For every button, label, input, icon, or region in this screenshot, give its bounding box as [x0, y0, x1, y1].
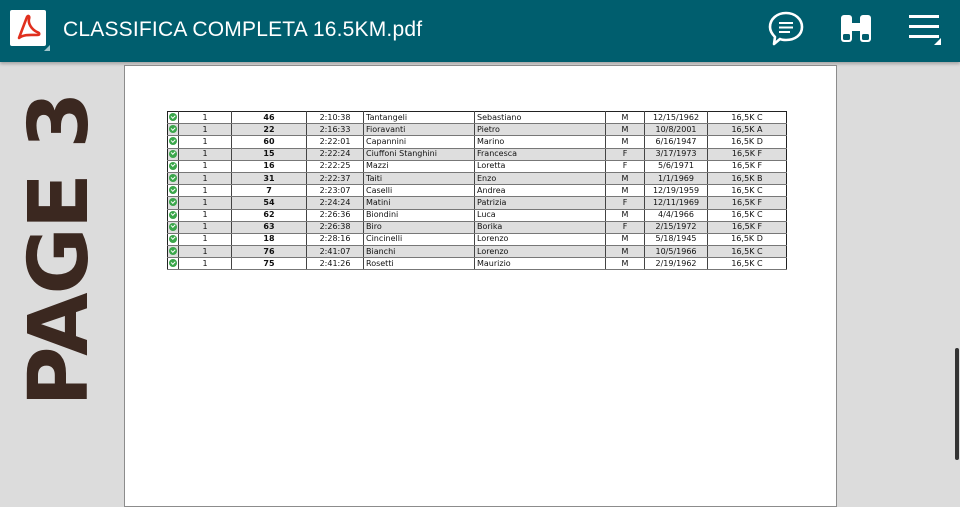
- pdf-page[interactable]: [124, 65, 837, 507]
- category-cell: 16,5K B: [708, 172, 787, 184]
- row-status-cell: [168, 172, 179, 184]
- category-cell: 16,5K C: [708, 209, 787, 221]
- bib-number-cell: 63: [232, 221, 307, 233]
- category-cell: 16,5K F: [708, 197, 787, 209]
- sex-cell: F: [606, 160, 645, 172]
- position-cell: 1: [179, 172, 232, 184]
- last-name-cell: Capannini: [364, 136, 475, 148]
- first-name-cell: Lorenzo: [475, 233, 606, 245]
- first-name-cell: Loretta: [475, 160, 606, 172]
- first-name-cell: Pietro: [475, 124, 606, 136]
- sex-cell: F: [606, 197, 645, 209]
- table-row: [168, 258, 787, 270]
- table-row: [168, 160, 787, 172]
- bib-number-cell: 31: [232, 172, 307, 184]
- birth-date-cell: 10/5/1966: [645, 246, 708, 258]
- last-name-cell: Fioravanti: [364, 124, 475, 136]
- check-circle-icon: [169, 162, 177, 170]
- bib-number-cell: 46: [232, 112, 307, 124]
- category-cell: 16,5K C: [708, 185, 787, 197]
- last-name-cell: Biro: [364, 221, 475, 233]
- sex-cell: M: [606, 246, 645, 258]
- finish-time-cell: 2:22:01: [307, 136, 364, 148]
- birth-date-cell: 2/15/1972: [645, 221, 708, 233]
- category-cell: 16,5K F: [708, 160, 787, 172]
- first-name-cell: Borika: [475, 221, 606, 233]
- first-name-cell: Sebastiano: [475, 112, 606, 124]
- row-status-cell: [168, 197, 179, 209]
- bib-number-cell: 7: [232, 185, 307, 197]
- finish-time-cell: 2:22:37: [307, 172, 364, 184]
- position-cell: 1: [179, 160, 232, 172]
- bib-number-cell: 18: [232, 233, 307, 245]
- row-status-cell: [168, 221, 179, 233]
- menu-indicator: [934, 38, 941, 45]
- check-circle-icon: [169, 198, 177, 206]
- position-cell: 1: [179, 112, 232, 124]
- finish-time-cell: 2:16:33: [307, 124, 364, 136]
- last-name-cell: Caselli: [364, 185, 475, 197]
- table-row: [168, 221, 787, 233]
- table-row: [168, 233, 787, 245]
- finish-time-cell: 2:41:07: [307, 246, 364, 258]
- check-circle-icon: [169, 223, 177, 231]
- finish-time-cell: 2:23:07: [307, 185, 364, 197]
- category-cell: 16,5K C: [708, 258, 787, 270]
- results-table: [167, 111, 787, 270]
- sex-cell: M: [606, 258, 645, 270]
- category-cell: 16,5K D: [708, 136, 787, 148]
- check-circle-icon: [169, 186, 177, 194]
- sex-cell: M: [606, 112, 645, 124]
- row-status-cell: [168, 124, 179, 136]
- last-name-cell: Taiti: [364, 172, 475, 184]
- last-name-cell: Biondini: [364, 209, 475, 221]
- birth-date-cell: 12/19/1959: [645, 185, 708, 197]
- table-row: [168, 172, 787, 184]
- last-name-cell: Tantangeli: [364, 112, 475, 124]
- position-cell: 1: [179, 148, 232, 160]
- table-row: [168, 136, 787, 148]
- bib-number-cell: 75: [232, 258, 307, 270]
- birth-date-cell: 4/4/1966: [645, 209, 708, 221]
- table-row: [168, 148, 787, 160]
- check-circle-icon: [169, 113, 177, 121]
- bib-number-cell: 15: [232, 148, 307, 160]
- category-cell: 16,5K A: [708, 124, 787, 136]
- top-toolbar: [0, 0, 960, 62]
- last-name-cell: Cincinelli: [364, 233, 475, 245]
- first-name-cell: Francesca: [475, 148, 606, 160]
- last-name-cell: Bianchi: [364, 246, 475, 258]
- row-status-cell: [168, 136, 179, 148]
- last-name-cell: Mazzi: [364, 160, 475, 172]
- category-cell: 16,5K F: [708, 221, 787, 233]
- birth-date-cell: 1/1/1969: [645, 172, 708, 184]
- bib-number-cell: 54: [232, 197, 307, 209]
- first-name-cell: Luca: [475, 209, 606, 221]
- row-status-cell: [168, 246, 179, 258]
- last-name-cell: Matini: [364, 197, 475, 209]
- bib-number-cell: 22: [232, 124, 307, 136]
- finish-time-cell: 2:41:26: [307, 258, 364, 270]
- position-cell: 1: [179, 185, 232, 197]
- app-menu-indicator: [44, 45, 50, 51]
- first-name-cell: Maurizio: [475, 258, 606, 270]
- check-circle-icon: [169, 174, 177, 182]
- finish-time-cell: 2:10:38: [307, 112, 364, 124]
- sex-cell: M: [606, 185, 645, 197]
- row-status-cell: [168, 209, 179, 221]
- first-name-cell: Lorenzo: [475, 246, 606, 258]
- bib-number-cell: 76: [232, 246, 307, 258]
- page-number-label: PAGE 3: [12, 93, 107, 407]
- finish-time-cell: 2:26:36: [307, 209, 364, 221]
- position-cell: 1: [179, 258, 232, 270]
- sex-cell: M: [606, 233, 645, 245]
- finish-time-cell: 2:22:25: [307, 160, 364, 172]
- table-row: [168, 197, 787, 209]
- position-cell: 1: [179, 209, 232, 221]
- birth-date-cell: 6/16/1947: [645, 136, 708, 148]
- row-status-cell: [168, 258, 179, 270]
- category-cell: 16,5K D: [708, 233, 787, 245]
- last-name-cell: Ciuffoni Stanghini: [364, 148, 475, 160]
- category-cell: 16,5K C: [708, 112, 787, 124]
- position-cell: 1: [179, 197, 232, 209]
- check-circle-icon: [169, 150, 177, 158]
- category-cell: 16,5K C: [708, 246, 787, 258]
- sex-cell: M: [606, 136, 645, 148]
- row-status-cell: [168, 233, 179, 245]
- check-circle-icon: [169, 235, 177, 243]
- table-row: [168, 185, 787, 197]
- check-circle-icon: [169, 137, 177, 145]
- scrollbar[interactable]: [955, 348, 959, 460]
- bib-number-cell: 62: [232, 209, 307, 221]
- finish-time-cell: 2:22:24: [307, 148, 364, 160]
- table-row: [168, 246, 787, 258]
- binoculars-icon[interactable]: [836, 8, 876, 48]
- finish-time-cell: 2:28:16: [307, 233, 364, 245]
- table-row: [168, 209, 787, 221]
- first-name-cell: Marino: [475, 136, 606, 148]
- row-status-cell: [168, 112, 179, 124]
- pdf-app-icon[interactable]: [10, 10, 46, 46]
- document-title: CLASSIFICA COMPLETA 16.5KM.pdf: [63, 18, 423, 41]
- check-circle-icon: [169, 125, 177, 133]
- position-cell: 1: [179, 246, 232, 258]
- table-row: [168, 124, 787, 136]
- bib-number-cell: 60: [232, 136, 307, 148]
- birth-date-cell: 2/19/1962: [645, 258, 708, 270]
- row-status-cell: [168, 160, 179, 172]
- page-indicator: [0, 93, 120, 407]
- position-cell: 1: [179, 136, 232, 148]
- check-circle-icon: [169, 247, 177, 255]
- birth-date-cell: 5/6/1971: [645, 160, 708, 172]
- row-status-cell: [168, 148, 179, 160]
- table-row: [168, 112, 787, 124]
- finish-time-cell: 2:26:38: [307, 221, 364, 233]
- check-circle-icon: [169, 259, 177, 267]
- sex-cell: M: [606, 172, 645, 184]
- sex-cell: F: [606, 148, 645, 160]
- category-cell: 16,5K F: [708, 148, 787, 160]
- position-cell: 1: [179, 233, 232, 245]
- birth-date-cell: 12/15/1962: [645, 112, 708, 124]
- row-status-cell: [168, 185, 179, 197]
- comment-icon[interactable]: [766, 8, 806, 48]
- last-name-cell: Rosetti: [364, 258, 475, 270]
- birth-date-cell: 3/17/1973: [645, 148, 708, 160]
- birth-date-cell: 12/11/1969: [645, 197, 708, 209]
- first-name-cell: Andrea: [475, 185, 606, 197]
- sex-cell: F: [606, 221, 645, 233]
- position-cell: 1: [179, 124, 232, 136]
- bib-number-cell: 16: [232, 160, 307, 172]
- position-cell: 1: [179, 221, 232, 233]
- finish-time-cell: 2:24:24: [307, 197, 364, 209]
- birth-date-cell: 5/18/1945: [645, 233, 708, 245]
- check-circle-icon: [169, 211, 177, 219]
- sex-cell: M: [606, 209, 645, 221]
- sex-cell: M: [606, 124, 645, 136]
- birth-date-cell: 10/8/2001: [645, 124, 708, 136]
- first-name-cell: Patrizia: [475, 197, 606, 209]
- first-name-cell: Enzo: [475, 172, 606, 184]
